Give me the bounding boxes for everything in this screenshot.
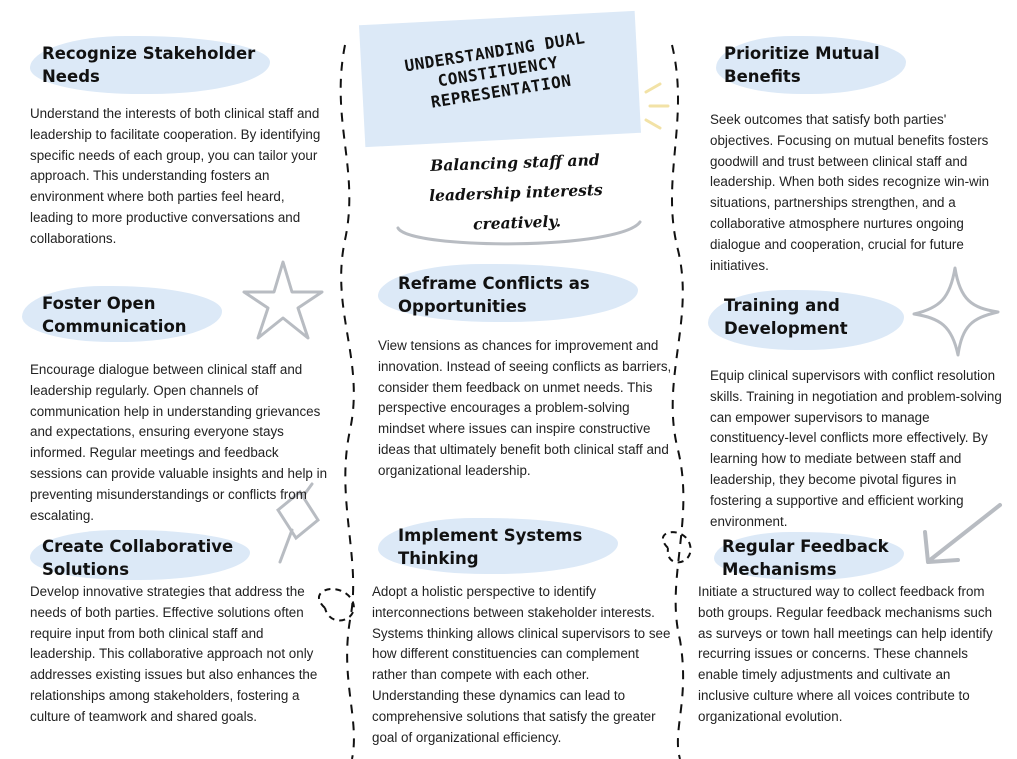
body-regular-feedback-mechanisms: Initiate a structured way to collect feedback from both groups. Regular feedback mechanisms such as surveys or town hall meetings can help identify recurring issues or concerns. These channels enable timely adjustments and cultivate an inclusive culture where all voices contribute to organizational evolution. xyxy=(698,584,993,724)
heading-foster-open-communication: Foster Open Communication xyxy=(42,294,187,336)
right-loop-doodle xyxy=(663,532,691,562)
heading-create-collaborative-solutions: Create Collaborative Solutions xyxy=(42,537,234,579)
body-prioritize-mutual-benefits: Seek outcomes that satisfy both parties' objectives. Focusing on mutual benefits fosters goodwill and trust between clinical staff and leadership. When both sides recognize win-win situations, partnerships strengthen, and a collaborative atmosphere nurtures ongoing dialogue and cooperation, crucial for future initiatives. xyxy=(710,112,990,273)
heading-prioritize-mutual-benefits: Prioritize Mutual Benefits xyxy=(724,44,880,86)
left-dashed-divider xyxy=(341,45,354,759)
heading-training-and-development: Training and Development xyxy=(724,296,848,338)
left-loop-doodle xyxy=(319,589,354,620)
body-recognize-stakeholder-needs: Understand the interests of both clinical staff and leadership to facilitate cooperation. By identifying specific needs of each group, you can tailor your approach. This understanding fosters an environment where both parties feel heard, leading to more productive conversations and collaborations. xyxy=(30,106,321,246)
heading-recognize-stakeholder-needs: Recognize Stakeholder Needs xyxy=(42,44,256,86)
heading-implement-systems-thinking: Implement Systems Thinking xyxy=(398,526,583,568)
sparkle-doodle xyxy=(914,268,998,355)
body-create-collaborative-solutions: Develop innovative strategies that address the needs of both parties. Effective solutions often require input from both clinical staff and leadership. This collaborative approach not only addresses existing issues but also enhances the relationships among stakeholders, fostering a culture of teamwork and shared goals. xyxy=(30,584,318,724)
body-reframe-conflicts: View tensions as chances for improvement and innovation. Instead of seeing conflicts as barriers, consider them feedback on unmet needs. This perspective encourages a problem-solving mindset where issues can inspire constructive ideas that ultimately benefit both clinical staff and organizational leadership. xyxy=(378,338,672,478)
page-title: UNDERSTANDING DUAL CONSTITUENCY REPRESENTATION xyxy=(403,28,587,112)
heading-reframe-conflicts: Reframe Conflicts as Opportunities xyxy=(398,274,590,316)
body-foster-open-communication: Encourage dialogue between clinical staff and leadership regularly. Open channels of communication help in understanding grievances and expectations, ensuring everyone stays informed. Regular meetings and feedback sessions can provide valuable insights and help in preventing misunderstandings or conflicts from escalating. xyxy=(30,362,328,523)
sun-rays-doodle xyxy=(646,84,668,128)
star-doodle xyxy=(244,262,322,338)
body-implement-systems-thinking: Adopt a holistic perspective to identify interconnections between stakeholder interests. Systems thinking allows clinical supervisors to see how different constituencies can complement rather than compete with each other. Understanding these dynamics can lead to comprehensive solutions that satisfy the greater goal of organizational efficiency. xyxy=(372,584,671,745)
heading-regular-feedback-mechanisms: Regular Feedback Mechanisms xyxy=(722,537,889,579)
page-subtitle: Balancing staff and leadership interests creatively. xyxy=(428,150,604,234)
body-training-and-development: Equip clinical supervisors with conflict resolution skills. Training in negotiation and problem-solving can empower supervisors to manage constituency-level conflicts more effectively. By learning how to mediate between staff and leadership, they become pivotal figures in fostering a supportive and efficient working environment. xyxy=(710,368,1002,529)
